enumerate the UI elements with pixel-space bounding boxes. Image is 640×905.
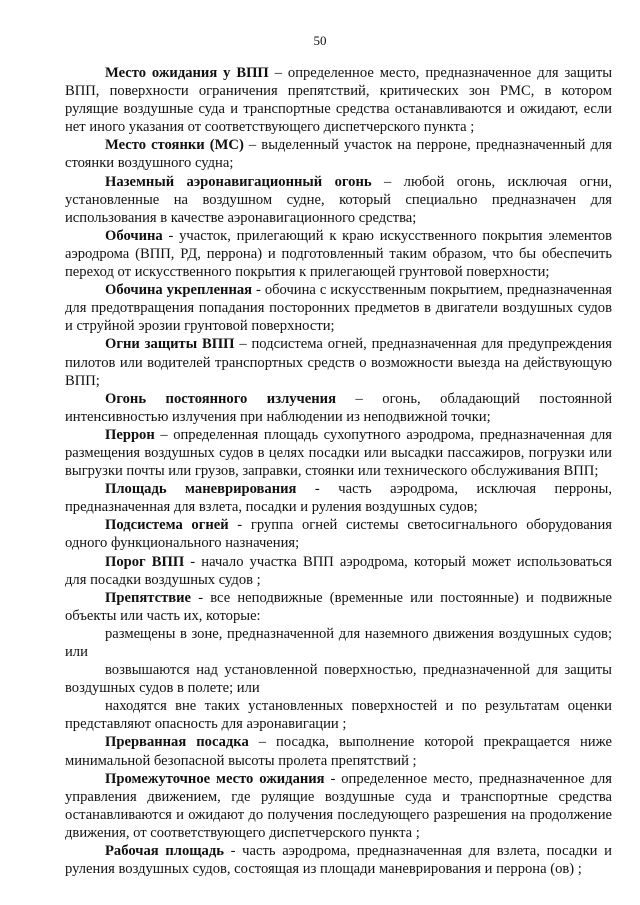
definition-paragraph: [65, 281, 612, 335]
definition-term: Перрон: [105, 426, 155, 443]
definition-text: находятся вне таких установленных поверхностей и по результатам оценки представляют опасность для аэронавигации ;: [65, 698, 612, 733]
definition-term: Обочина: [105, 227, 163, 244]
definition-term: Прерванная посадка: [105, 734, 249, 751]
definition-text: возвышаются над установленной поверхностью, предназначенной для защиты воздушных судов в полете; или: [65, 662, 612, 697]
definition-text: – посадка, выполнение которой прекращается ниже минимальной безопасной высоты пролета препятствий ;: [65, 734, 612, 769]
definition-text: – выделенный участок на перроне, предназначенный для стоянки воздушного судна;: [65, 137, 612, 172]
definitions-list: [65, 64, 612, 878]
definition-term: Огонь постоянного излучения: [105, 390, 336, 407]
definition-paragraph: [65, 516, 612, 552]
definition-subitem: [65, 661, 612, 697]
definition-text: – любой огонь, исключая огни, установленные на воздушном судне, который специально предназначен для использования в качестве аэронавигационного средства;: [65, 173, 612, 226]
definition-text: - участок, прилегающий к краю искусственного покрытия элементов аэродрома (ВПП, РД, перрона) и подготовленный таким образом, что бы обеспечить переход от искусственного покрытия к прилегающей грунтовой поверхности;: [65, 227, 612, 281]
definition-paragraph: [65, 173, 612, 227]
definition-paragraph: [65, 842, 612, 878]
definition-paragraph: [65, 390, 612, 426]
definition-paragraph: [65, 770, 612, 842]
definition-term: Подсистема огней: [105, 517, 229, 534]
definition-term: Место ожидания у ВПП: [105, 65, 269, 81]
definition-text: - часть аэродрома, предназначенная для взлета, посадки и руления воздушных судов, состоящая из площади маневрирования и перрона (ов) ;: [65, 843, 612, 878]
definition-term: Рабочая площадь: [105, 843, 224, 860]
definition-paragraph: [65, 426, 612, 480]
definition-term: Препятствие: [105, 589, 192, 606]
definition-text: - часть аэродрома, исключая перроны, предназначенная для взлета, посадки и руления воздушных судов;: [65, 481, 612, 516]
page-number: 50: [313, 33, 327, 48]
definition-text: - все неподвижные (временные или постоянные) и подвижные объекты или часть их, которые:: [65, 589, 612, 624]
definition-term: Площадь маневрирования: [105, 481, 297, 498]
definition-paragraph: [65, 335, 612, 389]
definition-text: - определенное место, предназначенное для управления движением, где рулящие воздушные суда и транспортные средства останавливаются и ожидают до получения последующего разрешения на продолжение движения, от соответствующего диспетчерского пункта ;: [65, 770, 612, 841]
definition-paragraph: [65, 480, 612, 516]
definition-text: размещены в зоне, предназначенной для наземного движения воздушных судов; или: [65, 625, 612, 660]
definition-term: Наземный аэронавигационный огонь: [105, 173, 372, 190]
definition-term: Место стоянки (МС): [105, 137, 244, 154]
definition-paragraph: [65, 589, 612, 625]
definition-term: Обочина укрепленная: [105, 282, 253, 299]
definition-subitem: [65, 697, 612, 733]
definition-text: – определенное место, предназначенное для защиты ВПП, поверхности ограничения препятствий, критических зон РМС, в котором рулящие воздушные суда и транспортные средства останавливаются и ожидают, если нет иного указания от соответствующего диспетчерского пункта ;: [65, 65, 613, 136]
definition-term: Порог ВПП: [105, 553, 185, 570]
definition-paragraph: [65, 227, 612, 281]
definition-paragraph: [65, 733, 612, 769]
definition-text: – подсистема огней, предназначенная для предупреждения пилотов или водителей транспортных средств о возможности выезда на действующую ВПП;: [65, 336, 612, 389]
definition-paragraph: [65, 553, 612, 589]
definition-paragraph: [65, 136, 612, 172]
definition-term: Огни защиты ВПП: [105, 336, 235, 353]
definition-text: – определенная площадь сухопутного аэродрома, предназначенная для размещения воздушных судов в целях посадки или высадки пассажиров, погрузки или выгрузки почты или грузов, заправки, стоянки или технического обслуживания ВПП;: [65, 426, 612, 480]
definition-subitem: [65, 625, 612, 661]
definition-text: – огонь, обладающий постоянной интенсивностью излучения при наблюдении из неподвижной точки;: [65, 390, 613, 425]
definition-paragraph: [65, 64, 612, 136]
definition-text: - начало участка ВПП аэродрома, который может использоваться для посадки воздушных судов ;: [65, 553, 612, 588]
definition-term: Промежуточное место ожидания: [105, 770, 325, 787]
definition-text: - обочина с искусственным покрытием, предназначенная для предотвращения попадания посторонних предметов в двигатели воздушных судов и струйной эрозии грунтовой поверхности;: [65, 282, 612, 335]
definition-text: - группа огней системы светосигнального оборудования одного функционального назначения;: [65, 517, 612, 552]
